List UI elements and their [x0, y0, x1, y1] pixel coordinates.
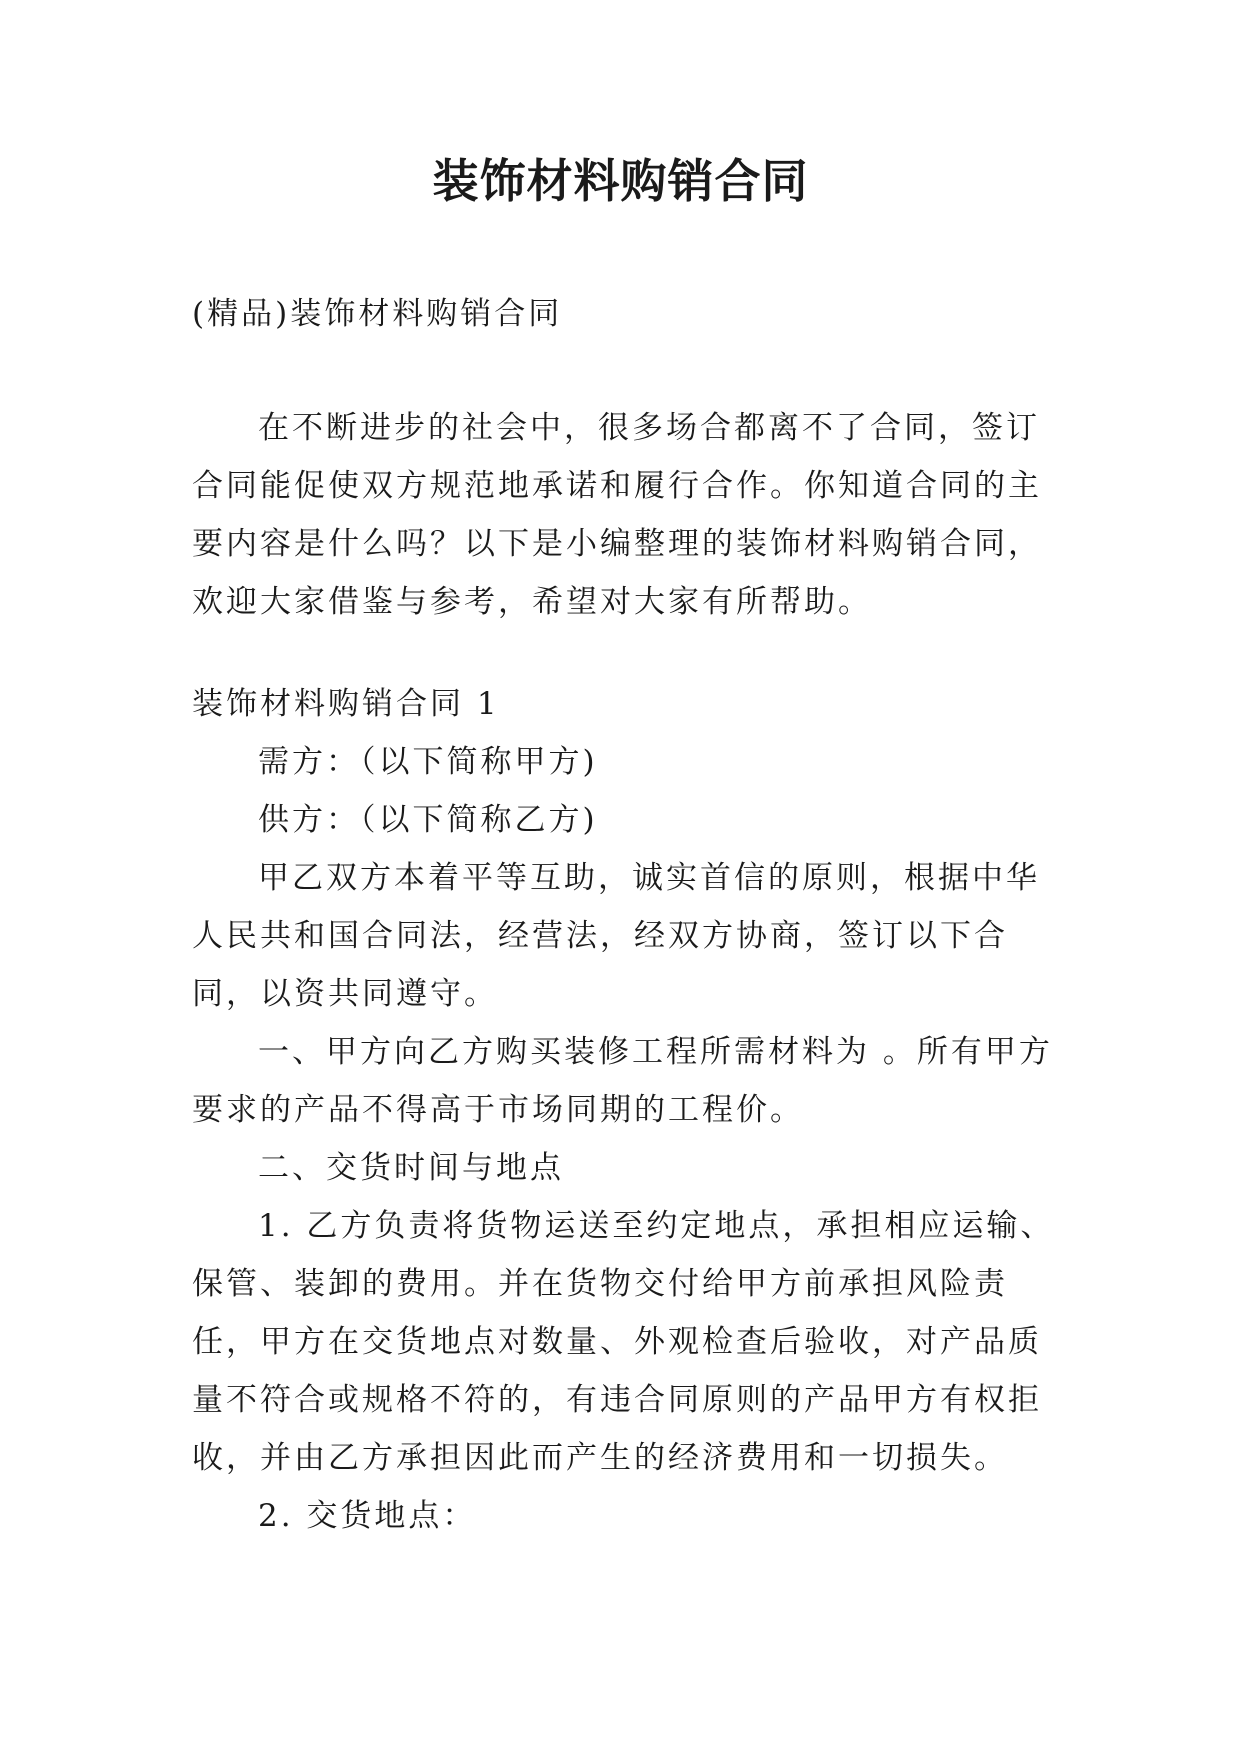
party-b-line: 供方：（以下简称乙方): [258, 802, 598, 838]
preamble-paragraph: 甲乙双方本着平等互助，诚实首信的原则，根据中华人民共和国合同法，经营法，经双方协商，签订以下合同，以资共同遵守。: [192, 860, 1040, 1012]
section-heading: 装饰材料购销合同 1: [192, 686, 500, 722]
clause-1-paragraph: 一、甲方向乙方购买装修工程所需材料为 。所有甲方要求的产品不得高于市场同期的工程价。: [192, 1034, 1053, 1128]
clause-2-1-paragraph: 1. 乙方负责将货物运送至约定地点，承担相应运输、保管、装卸的费用。并在货物交付给甲方前承担风险责任，甲方在交货地点对数量、外观检查后验收，对产品质量不符合或规格不符的，有违合同原则的产品甲方有权拒收，并由乙方承担因此而产生的经济费用和一切损失。: [192, 1208, 1055, 1476]
document-body: [192, 285, 1062, 1545]
party-a-line: 需方：（以下简称甲方): [258, 744, 598, 780]
document-title: 装饰材料购销合同: [432, 154, 809, 208]
clause-2-2-line: 2. 交货地点：: [258, 1498, 477, 1534]
clause-2-heading: 二、交货时间与地点: [258, 1150, 564, 1186]
document-subtitle: (精品)装饰材料购销合同: [192, 296, 563, 332]
intro-paragraph: 在不断进步的社会中，很多场合都离不了合同，签订合同能促使双方规范地承诺和履行合作。你知道合同的主要内容是什么吗？以下是小编整理的装饰材料购销合同，欢迎大家借鉴与参考，希望对大家有所帮助。: [192, 410, 1042, 620]
